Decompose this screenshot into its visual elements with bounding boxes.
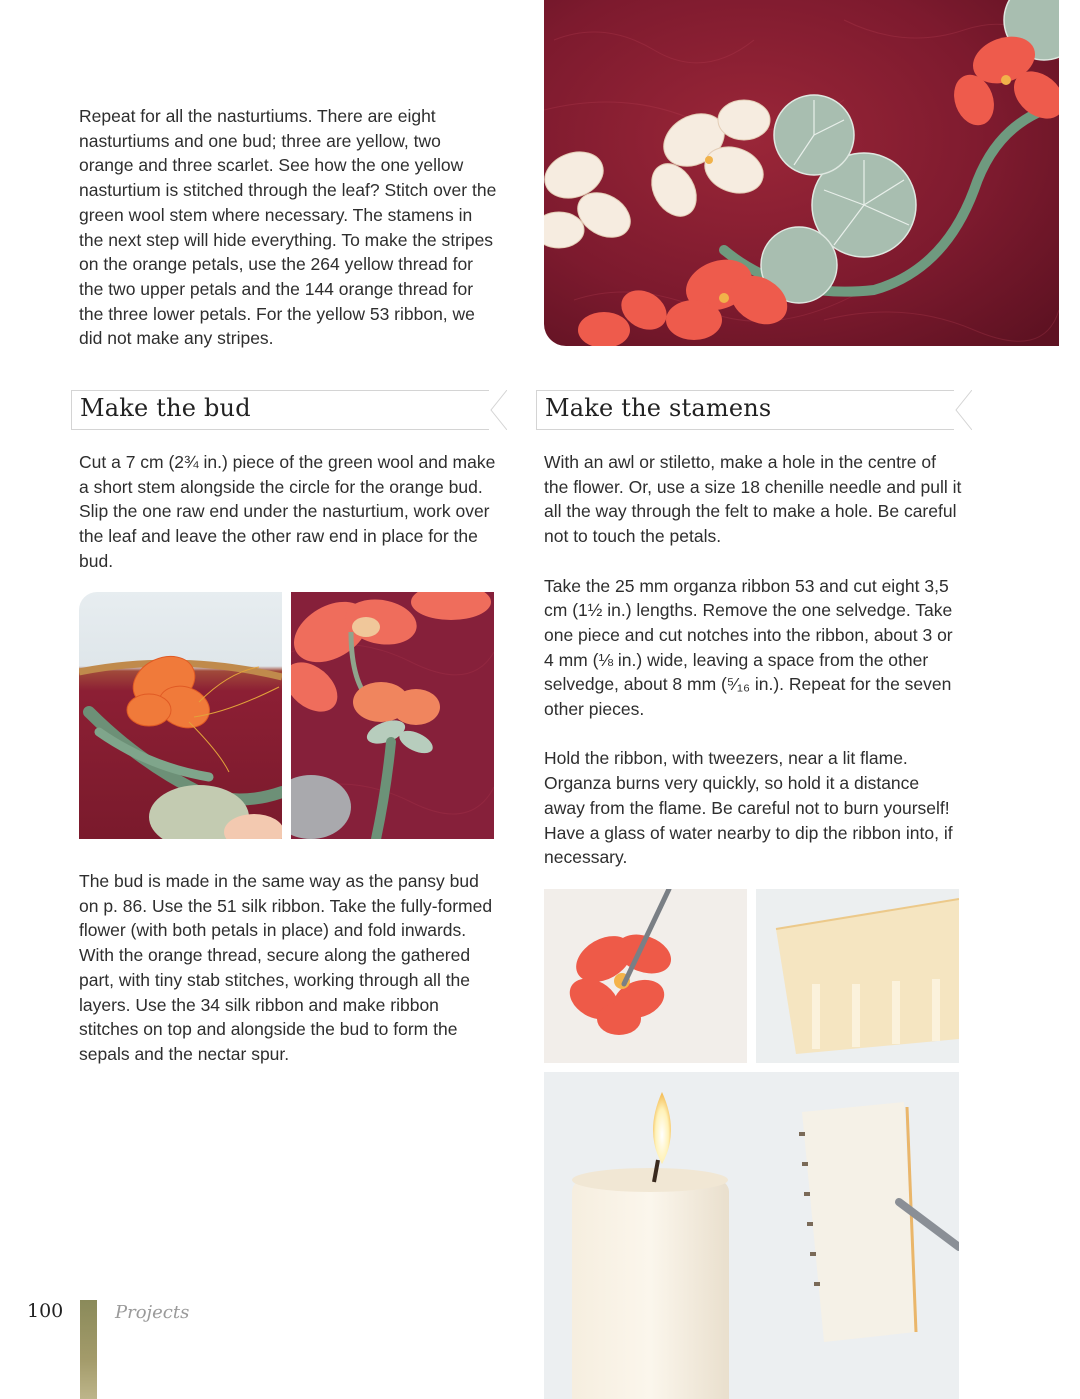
heading-make-the-bud [71,390,507,430]
bud-photo-left [79,592,282,839]
bud-photo-right [291,592,494,839]
stamens-photo-notched-ribbon [756,889,959,1063]
section-accent-bar [80,1300,97,1399]
bud-paragraph-1: Cut a 7 cm (2¾ in.) piece of the green wool and make a short stem alongside the circle for the orange bud. Slip the one raw end under the nasturtium, work over the leaf and leave the other raw end in place for the bud. [79,452,496,571]
bud-paragraph-2: The bud is made in the same way as the pansy bud on p. 86. Use the 51 silk ribbon. Take the fully-formed flower (with both petals in place) and fold inwards. With the orange thread, secure along the gathered part, with tiny stab stitches, working through all the layers. Use the 34 silk ribbon and make ribbon stitches on top and alongside the bud to form the sepals and the nectar spur. [79,871,493,1064]
heading-make-the-stamens [536,390,972,430]
stamens-paragraph-1: With an awl or stiletto, make a hole in the centre of the flower. Or, use a size 18 chenille needle and pull it all the way through the felt to make a hole. Be careful not to touch the petals. [544,452,962,547]
section-label: Projects [115,1302,190,1323]
stamens-photo-awl [544,889,747,1063]
stamens-paragraph-2: Take the 25 mm organza ribbon 53 and cut eight 3,5 cm (1½ in.) lengths. Remove the one selvedge. Take one piece and cut notches into the ribbon, about 3 or 4 mm (⅛ in.) wide, leaving a space from the other selvedge, about 8 mm (⁵⁄₁₆ in.). Repeat for the seven other pieces. [544,575,953,720]
stamens-photo-candle-flame [544,1072,959,1399]
heading-notch-icon [489,390,507,430]
hero-photo-nasturtium-embroidery [544,0,1059,346]
heading-notch-icon [954,390,972,430]
intro-paragraph: Repeat for all the nasturtiums. There are eight nasturtiums and one bud; three are yellow, two orange and three scarlet. See how the one yellow nasturtium is stitched through the leaf? Stitch over the green wool stem where necessary. The stamens in the next step will hide everything. To make the stripes on the orange petals, use the 264 yellow thread for the two upper petals and the 144 orange thread for the three lower petals. For the yellow 53 ribbon, we did not make any stripes. [79,106,497,349]
intro-text [79,104,499,351]
heading-make-the-bud-title: Make the bud [80,394,251,422]
page-number: 100 [27,1300,64,1322]
bud-text-1 [79,450,499,574]
stamens-text [544,450,964,870]
bud-text-2 [79,869,499,1067]
heading-make-the-stamens-title: Make the stamens [545,394,772,422]
stamens-paragraph-3: Hold the ribbon, with tweezers, near a lit flame. Organza burns very quickly, so hold it a distance away from the flame. Be careful not to burn yourself! Have a glass of water nearby to dip the ribbon into, if necessary. [544,748,953,868]
